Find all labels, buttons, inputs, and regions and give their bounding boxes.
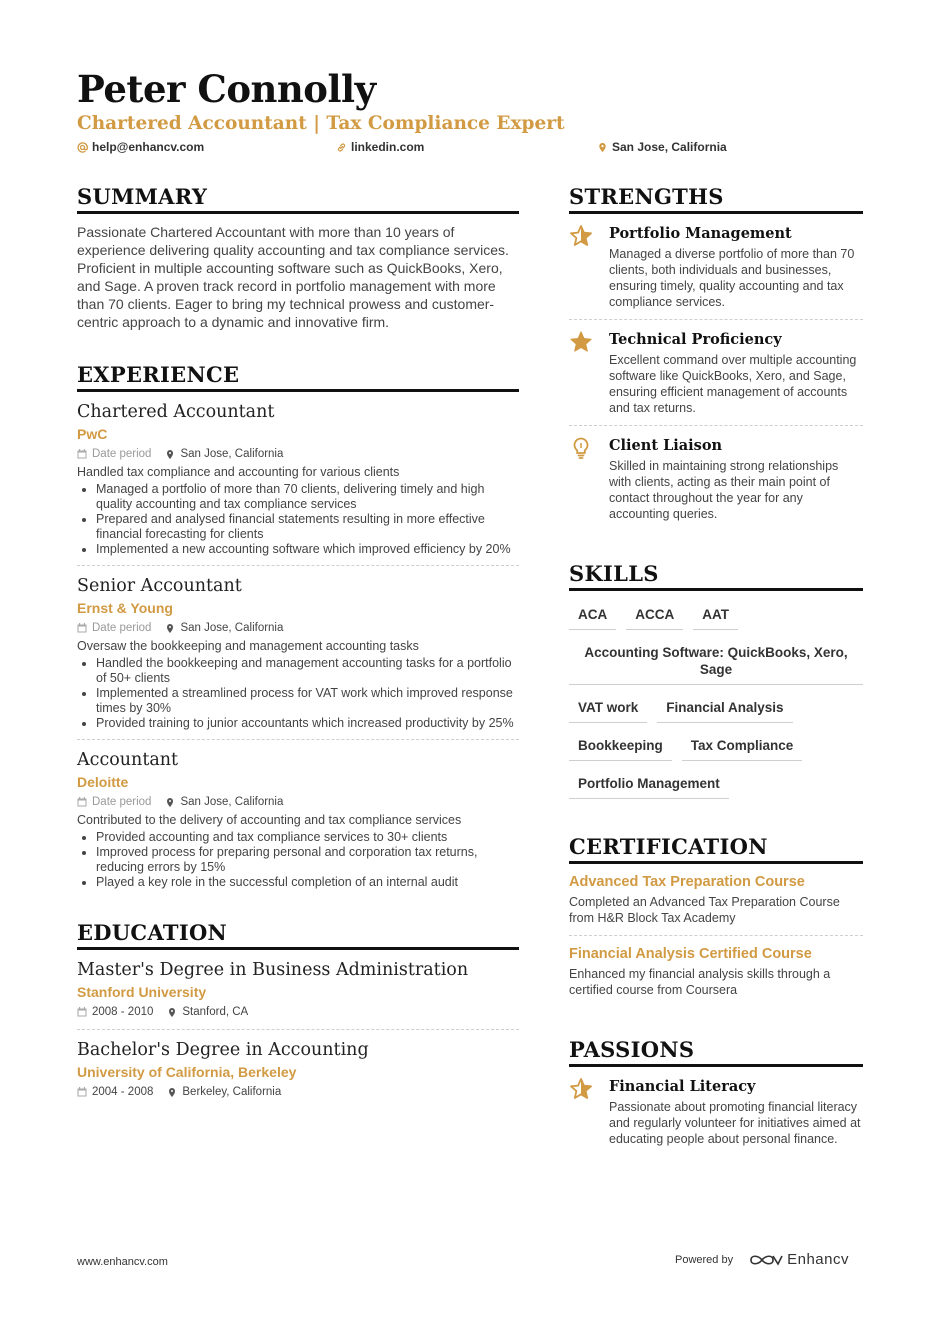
star-outline-icon: [569, 1077, 593, 1101]
experience-item: [77, 566, 519, 740]
job-bullet: • Handled the bookkeeping and management accounting tasks for a portfolio of 50+ clients: [96, 656, 519, 686]
education-date: 2004 - 2008: [92, 1086, 154, 1098]
strength-item: [569, 214, 863, 320]
strengths-list: [569, 214, 863, 531]
education-list: [77, 950, 519, 1109]
job-bullets: [77, 656, 519, 731]
degree-title: Bachelor's Degree in Accounting: [77, 1040, 369, 1060]
job-meta: [77, 793, 519, 811]
degree-title: Master's Degree in Business Administration: [77, 960, 469, 980]
job-location: San Jose, California: [180, 622, 284, 634]
skills-list: [569, 597, 863, 804]
job-location: San Jose, California: [180, 448, 284, 460]
certification-title: Advanced Tax Preparation Course: [569, 874, 805, 890]
passion-description: Passionate about promoting financial literacy and regularly volunteer for initiatives aimed at educating people about personal finance.: [609, 1100, 861, 1146]
school-name: University of California, Berkeley: [77, 1064, 297, 1080]
certification-item: [569, 864, 863, 936]
certification-title: Financial Analysis Certified Course: [569, 946, 812, 962]
school-name: Stanford University: [77, 984, 207, 1000]
linkedin-text: linkedin.com: [351, 140, 425, 154]
location-pin-icon: [167, 1007, 177, 1017]
strength-title: Client Liaison: [609, 437, 723, 454]
summary-text: Passionate Chartered Accountant with more than 10 years of experience delivering quality accounting and tax compliance services. Proficient in multiple accounting software such as QuickBooks, Xero, and Sage. A proven track record in portfolio management with more than 70 clients. Eager to bring my technical prowess and customer-centric approach to a dynamic and innovative firm.: [77, 224, 509, 330]
location-pin-icon: [165, 623, 175, 633]
location-pin-icon: [167, 1087, 177, 1097]
certification-item: [569, 936, 863, 1007]
skill-tag: Accounting Software: QuickBooks, Xero, Sage: [569, 635, 863, 685]
job-description: Oversaw the bookkeeping and management accounting tasks: [77, 639, 419, 653]
section-title-education: EDUCATION: [77, 920, 519, 950]
experience-item: [77, 392, 519, 566]
certification-description: Enhanced my financial analysis skills through a certified course from Coursera: [569, 967, 831, 997]
section-title-experience: EXPERIENCE: [77, 362, 519, 392]
candidate-name: Peter Connolly: [77, 67, 376, 111]
footer-website[interactable]: www.enhancv.com: [77, 1256, 168, 1268]
education-item: [77, 950, 519, 1030]
skill-tag: ACA: [569, 597, 616, 630]
email-text: help@enhancv.com: [92, 140, 205, 154]
job-title: Chartered Accountant: [77, 402, 275, 422]
job-bullet: • Managed a portfolio of more than 70 clients, delivering timely and high quality accounting and tax compliance services: [96, 482, 519, 512]
company-name: Deloitte: [77, 774, 129, 790]
job-bullet: • Implemented a new accounting software which improved efficiency by 20%: [96, 542, 519, 557]
contact-email[interactable]: [77, 140, 204, 154]
link-icon: [336, 142, 347, 153]
star-outline-icon: [569, 224, 593, 248]
location-pin-icon: [597, 142, 608, 153]
strength-title: Portfolio Management: [609, 225, 792, 242]
job-date: Date period: [92, 796, 152, 808]
section-title-certification: CERTIFICATION: [569, 834, 863, 864]
contact-linkedin[interactable]: [336, 140, 424, 154]
footer-powered-by[interactable]: [675, 1251, 849, 1268]
education-location: Stanford, CA: [182, 1006, 249, 1018]
job-description: Contributed to the delivery of accounting and tax compliance services: [77, 813, 462, 827]
location-pin-icon: [165, 797, 175, 807]
location-pin-icon: [165, 449, 175, 459]
skill-tag: Portfolio Management: [569, 766, 729, 799]
enhancv-logo-icon: [749, 1252, 783, 1268]
calendar-icon: [77, 1007, 87, 1017]
job-bullet: • Implemented a streamlined process for VAT work which improved response times by 30%: [96, 686, 519, 716]
lightbulb-icon: [569, 436, 593, 460]
calendar-icon: [77, 1087, 87, 1097]
job-meta: [77, 445, 519, 463]
job-title: Senior Accountant: [77, 576, 242, 596]
job-bullets: [77, 830, 519, 890]
left-column: [77, 184, 519, 1109]
certification-description: Completed an Advanced Tax Preparation Course from H&R Block Tax Academy: [569, 895, 840, 925]
calendar-icon: [77, 623, 87, 633]
contact-location: [597, 140, 727, 154]
calendar-icon: [77, 449, 87, 459]
job-date: Date period: [92, 622, 152, 634]
resume-header: [77, 66, 877, 160]
section-title-skills: SKILLS: [569, 561, 863, 591]
job-bullet: • Played a key role in the successful completion of an internal audit: [96, 875, 519, 890]
contact-bar: [77, 140, 877, 160]
education-item: [77, 1030, 519, 1109]
strength-description: Skilled in maintaining strong relationships with clients, acting as their main point of contact throughout the year for any accounting queries.: [609, 459, 839, 521]
passion-title: Financial Literacy: [609, 1078, 756, 1095]
skill-tag: Bookkeeping: [569, 728, 672, 761]
education-meta: [77, 1003, 519, 1021]
skill-tag: VAT work: [569, 690, 647, 723]
skill-tag: AAT: [693, 597, 738, 630]
job-bullet: • Prepared and analysed financial statements resulting in more effective financial forecasting for clients: [96, 512, 519, 542]
strength-title: Technical Proficiency: [609, 331, 782, 348]
location-text: San Jose, California: [612, 140, 727, 154]
skill-tag: ACCA: [626, 597, 683, 630]
experience-item: [77, 740, 519, 898]
passion-item: [569, 1067, 863, 1156]
at-icon: [77, 142, 88, 153]
job-description: Handled tax compliance and accounting for various clients: [77, 465, 400, 479]
job-bullet: • Provided training to junior accountants which increased productivity by 25%: [96, 716, 519, 731]
powered-by-text: Powered by: [675, 1253, 734, 1266]
section-title-summary: SUMMARY: [77, 184, 519, 214]
education-meta: [77, 1083, 519, 1101]
job-bullet: • Improved process for preparing personal and corporation tax returns, reducing errors by 15%: [96, 845, 519, 875]
section-title-passions: PASSIONS: [569, 1037, 863, 1067]
job-title: Accountant: [77, 750, 179, 770]
education-date: 2008 - 2010: [92, 1006, 154, 1018]
brand-name: Enhancv: [787, 1251, 849, 1268]
strength-description: Excellent command over multiple accounting software like QuickBooks, Xero, and Sage, ensuring efficient management of accounts and tax returns.: [609, 353, 857, 415]
job-meta: [77, 619, 519, 637]
job-bullets: [77, 482, 519, 557]
candidate-title: Chartered Accountant | Tax Compliance Expert: [77, 113, 565, 134]
skill-tag: Tax Compliance: [682, 728, 803, 761]
job-bullet: • Provided accounting and tax compliance services to 30+ clients: [96, 830, 519, 845]
section-title-strengths: STRENGTHS: [569, 184, 863, 214]
skill-tag: Financial Analysis: [657, 690, 792, 723]
calendar-icon: [77, 797, 87, 807]
strength-item: [569, 426, 863, 531]
strength-description: Managed a diverse portfolio of more than 70 clients, both individuals and businesses, ensuring timely, quality accounting and tax compliance services.: [609, 247, 855, 309]
education-location: Berkeley, California: [182, 1086, 282, 1098]
strength-item: [569, 320, 863, 426]
experience-list: [77, 392, 519, 898]
certification-list: [569, 864, 863, 1007]
job-date: Date period: [92, 448, 152, 460]
company-name: PwC: [77, 426, 108, 442]
company-name: Ernst & Young: [77, 600, 173, 616]
right-column: [569, 184, 863, 1156]
job-location: San Jose, California: [180, 796, 284, 808]
star-filled-icon: [569, 330, 593, 354]
passions-list: [569, 1067, 863, 1156]
